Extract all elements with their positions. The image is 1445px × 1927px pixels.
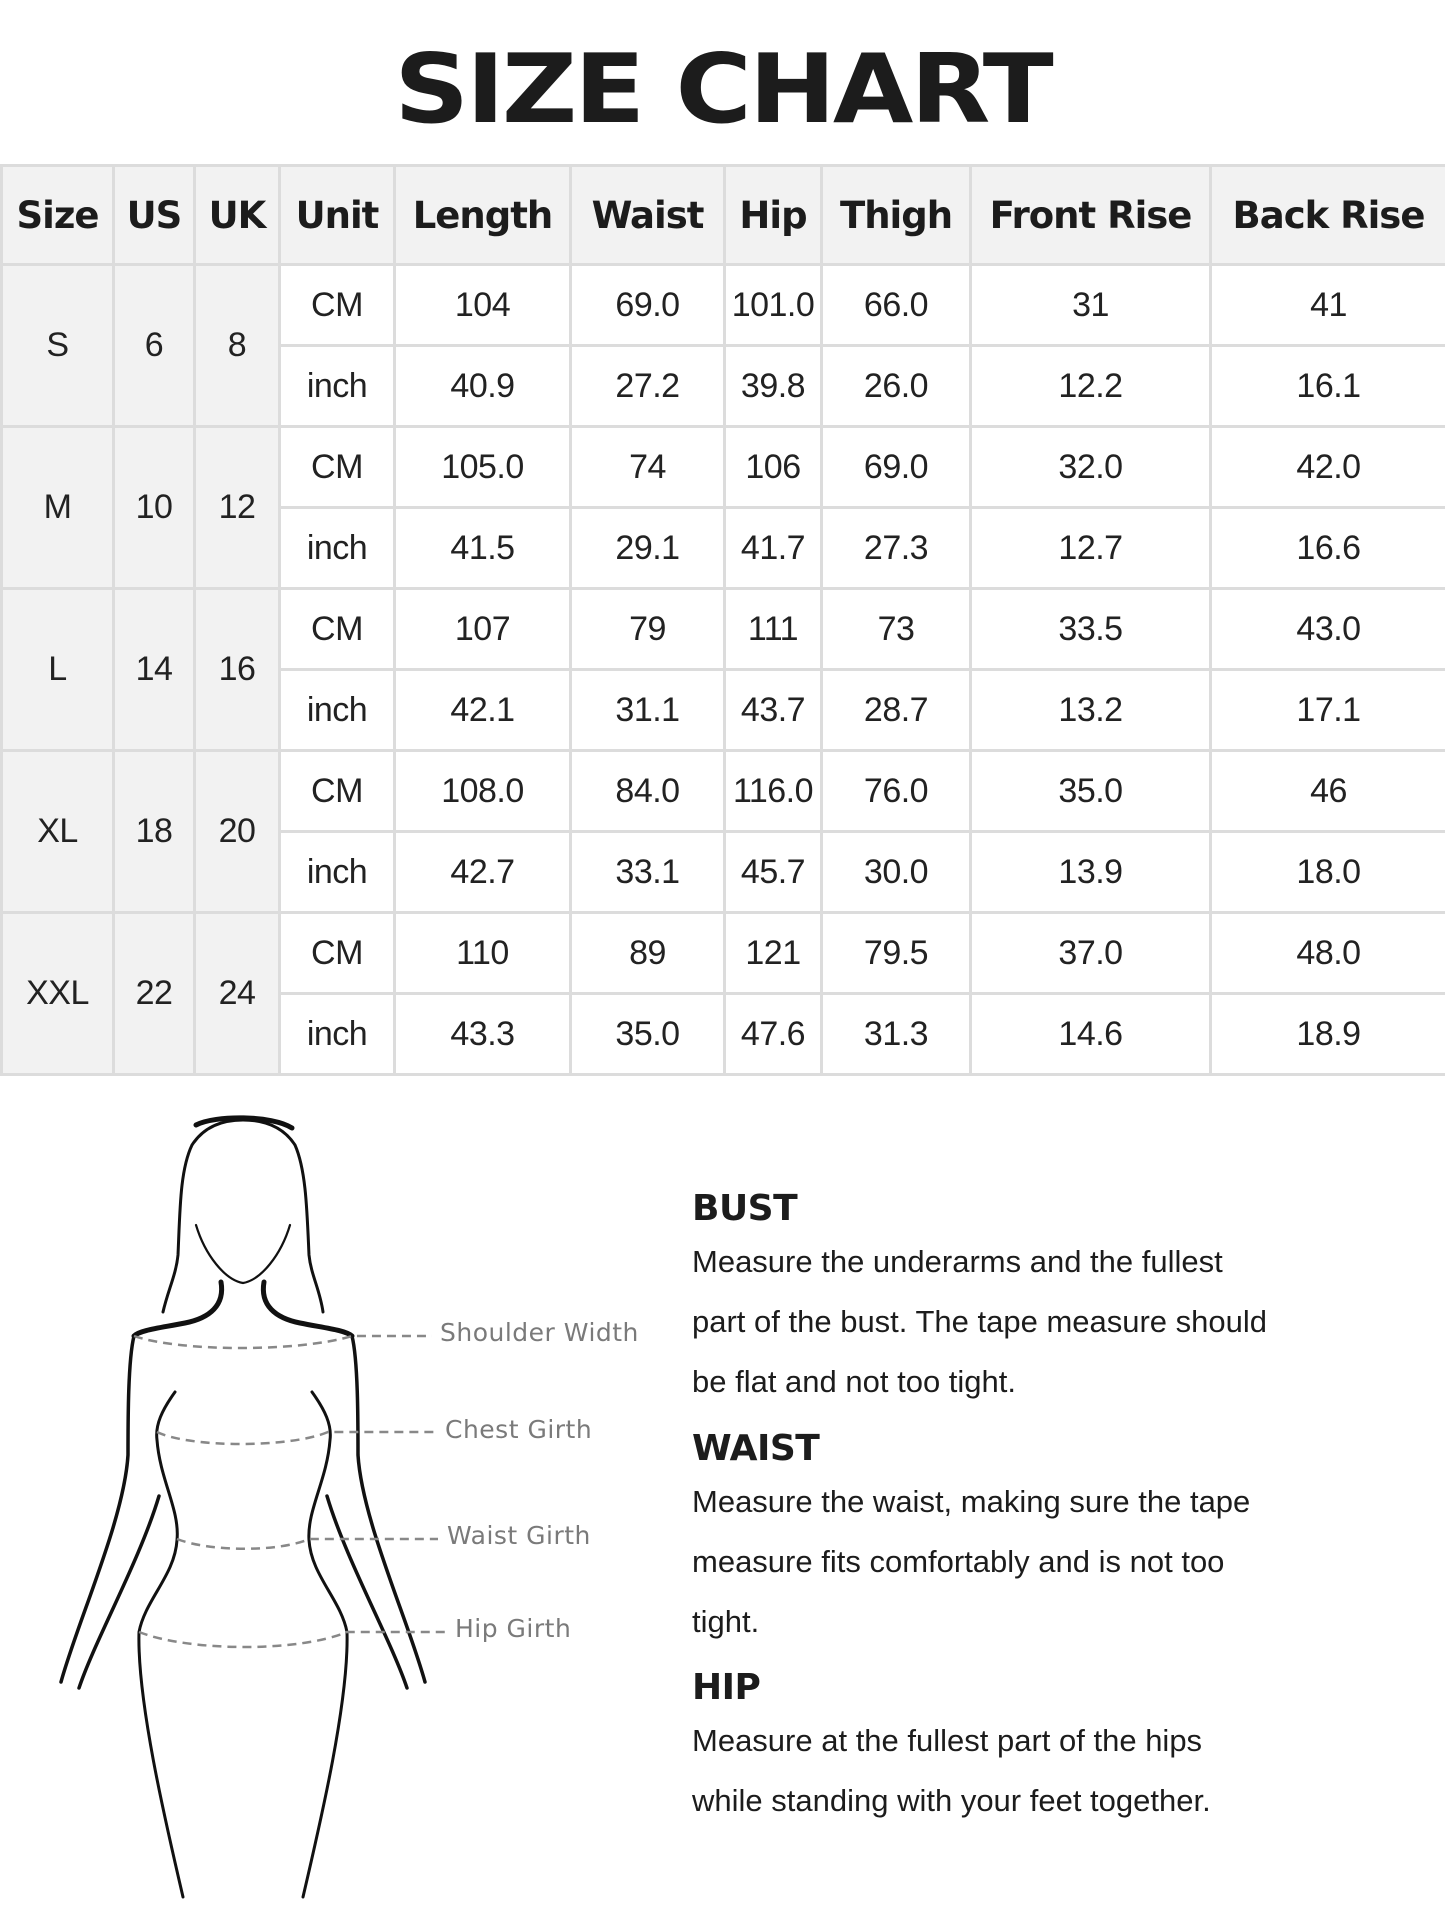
uk-size-cell: 20 [195, 751, 280, 913]
front-rise-cell: 33.5 [971, 589, 1211, 670]
length-cell: 110 [395, 913, 571, 994]
front-rise-cell: 35.0 [971, 751, 1211, 832]
uk-size-cell: 12 [195, 427, 280, 589]
waist-text-line: measure fits comfortably and is not too [692, 1544, 1225, 1579]
hip-cell: 111 [725, 589, 822, 670]
us-size-cell: 14 [114, 589, 195, 751]
unit-cell: CM [280, 589, 395, 670]
back-rise-cell: 43.0 [1211, 589, 1445, 670]
unit-cell: inch [280, 346, 395, 427]
uk-size-cell: 16 [195, 589, 280, 751]
front-rise-cell: 13.2 [971, 670, 1211, 751]
back-rise-cell: 46 [1211, 751, 1445, 832]
column-header-hip: Hip [725, 166, 822, 265]
column-header-length: Length [395, 166, 571, 265]
thigh-cell: 28.7 [822, 670, 971, 751]
unit-cell: CM [280, 913, 395, 994]
back-rise-cell: 41 [1211, 265, 1445, 346]
back-rise-cell: 16.1 [1211, 346, 1445, 427]
waist-cell: 27.2 [571, 346, 725, 427]
shoulder-width-label: Shoulder Width [440, 1318, 639, 1347]
length-cell: 107 [395, 589, 571, 670]
column-header-waist: Waist [571, 166, 725, 265]
size-cell: XXL [2, 913, 114, 1075]
length-cell: 42.1 [395, 670, 571, 751]
waist-cell: 79 [571, 589, 725, 670]
thigh-cell: 76.0 [822, 751, 971, 832]
back-rise-cell: 18.0 [1211, 832, 1445, 913]
waist-cell: 69.0 [571, 265, 725, 346]
us-size-cell: 10 [114, 427, 195, 589]
bust-text-line: Measure the underarms and the fullest [692, 1244, 1223, 1279]
hip-cell: 116.0 [725, 751, 822, 832]
bust-guide [692, 1186, 1432, 1412]
hip-cell: 41.7 [725, 508, 822, 589]
length-cell: 108.0 [395, 751, 571, 832]
chest-girth-label: Chest Girth [445, 1415, 593, 1444]
waist-text-line: tight. [692, 1604, 760, 1639]
size-cell: XL [2, 751, 114, 913]
waist-text-line: Measure the waist, making sure the tape [692, 1484, 1251, 1519]
hip-text-line: Measure at the fullest part of the hips [692, 1723, 1203, 1758]
bust-text-line: part of the bust. The tape measure should [692, 1304, 1268, 1339]
thigh-cell: 66.0 [822, 265, 971, 346]
hip-cell: 47.6 [725, 994, 822, 1075]
column-header-unit: Unit [280, 166, 395, 265]
size-cell: M [2, 427, 114, 589]
back-rise-cell: 16.6 [1211, 508, 1445, 589]
length-cell: 43.3 [395, 994, 571, 1075]
hip-cell: 45.7 [725, 832, 822, 913]
waist-heading: WAIST [692, 1428, 820, 1469]
front-rise-cell: 37.0 [971, 913, 1211, 994]
us-size-cell: 6 [114, 265, 195, 427]
hip-cell: 121 [725, 913, 822, 994]
unit-cell: CM [280, 751, 395, 832]
column-header-thigh: Thigh [822, 166, 971, 265]
back-rise-cell: 17.1 [1211, 670, 1445, 751]
us-size-cell: 22 [114, 913, 195, 1075]
bust-text-line: be flat and not too tight. [692, 1364, 1017, 1399]
front-rise-cell: 13.9 [971, 832, 1211, 913]
size-cell: L [2, 589, 114, 751]
waist-guide [692, 1426, 1432, 1652]
length-cell: 41.5 [395, 508, 571, 589]
waist-cell: 89 [571, 913, 725, 994]
unit-cell: inch [280, 508, 395, 589]
hip-guide [692, 1665, 1432, 1831]
page-title: SIZE CHART [394, 32, 1051, 146]
length-cell: 104 [395, 265, 571, 346]
size-cell: S [2, 265, 114, 427]
hip-girth-label: Hip Girth [455, 1614, 572, 1643]
thigh-cell: 79.5 [822, 913, 971, 994]
column-header-size: Size [2, 166, 114, 265]
hip-cell: 39.8 [725, 346, 822, 427]
hip-heading: HIP [692, 1667, 761, 1708]
unit-cell: inch [280, 994, 395, 1075]
back-rise-cell: 18.9 [1211, 994, 1445, 1075]
column-header-us: US [114, 166, 195, 265]
unit-cell: inch [280, 670, 395, 751]
thigh-cell: 30.0 [822, 832, 971, 913]
uk-size-cell: 8 [195, 265, 280, 427]
waist-cell: 84.0 [571, 751, 725, 832]
hip-text-line: while standing with your feet together. [692, 1783, 1211, 1818]
hip-cell: 106 [725, 427, 822, 508]
waist-girth-label: Waist Girth [447, 1521, 591, 1550]
unit-cell: inch [280, 832, 395, 913]
front-rise-cell: 14.6 [971, 994, 1211, 1075]
length-cell: 40.9 [395, 346, 571, 427]
hip-cell: 43.7 [725, 670, 822, 751]
front-rise-cell: 32.0 [971, 427, 1211, 508]
length-cell: 105.0 [395, 427, 571, 508]
thigh-cell: 26.0 [822, 346, 971, 427]
column-header-uk: UK [195, 166, 280, 265]
front-rise-cell: 31 [971, 265, 1211, 346]
thigh-cell: 31.3 [822, 994, 971, 1075]
waist-cell: 29.1 [571, 508, 725, 589]
thigh-cell: 73 [822, 589, 971, 670]
unit-cell: CM [280, 265, 395, 346]
bust-heading: BUST [692, 1188, 798, 1229]
female-body-outline-icon [0, 0, 700, 1927]
column-header-front-rise: Front Rise [971, 166, 1211, 265]
hip-cell: 101.0 [725, 265, 822, 346]
front-rise-cell: 12.2 [971, 346, 1211, 427]
us-size-cell: 18 [114, 751, 195, 913]
waist-cell: 31.1 [571, 670, 725, 751]
thigh-cell: 69.0 [822, 427, 971, 508]
uk-size-cell: 24 [195, 913, 280, 1075]
back-rise-cell: 42.0 [1211, 427, 1445, 508]
length-cell: 42.7 [395, 832, 571, 913]
front-rise-cell: 12.7 [971, 508, 1211, 589]
waist-cell: 33.1 [571, 832, 725, 913]
back-rise-cell: 48.0 [1211, 913, 1445, 994]
waist-cell: 74 [571, 427, 725, 508]
unit-cell: CM [280, 427, 395, 508]
waist-cell: 35.0 [571, 994, 725, 1075]
thigh-cell: 27.3 [822, 508, 971, 589]
column-header-back-rise: Back Rise [1211, 166, 1445, 265]
